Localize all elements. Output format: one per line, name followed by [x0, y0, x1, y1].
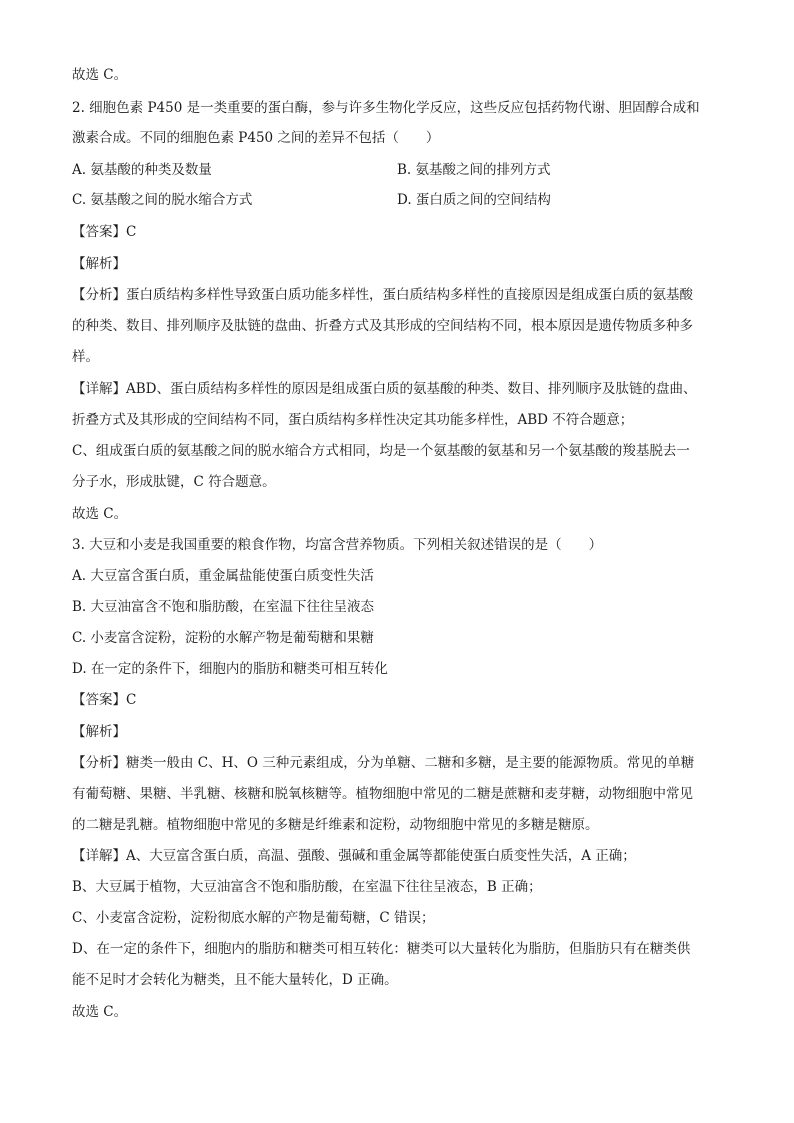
q2-conclusion: 故选 C。: [72, 506, 128, 522]
q2-option-d: D. 蛋白质之间的空间结构: [397, 192, 551, 208]
q2-detail-line4: 分子水，形成肽键，C 符合题意。: [72, 474, 276, 490]
q3-detail-line4: D、在一定的条件下，细胞内的脂肪和糖类可相互转化：糖类可以大量转化为脂肪，但脂肪只有在糖类供: [72, 941, 691, 957]
q3-stem: 3. 大豆和小麦是我国重要的粮食作物，均富含营养物质。下列相关叙述错误的是（ ）: [72, 537, 603, 553]
q3-detail-line5: 能不足时才会转化为糖类，且不能大量转化，D 正确。: [72, 972, 398, 988]
q3-option-a: A. 大豆富含蛋白质，重金属盐能使蛋白质变性失活: [72, 568, 374, 584]
q2-analysis-line1: 【分析】蛋白质结构多样性导致蛋白质功能多样性，蛋白质结构多样性的直接原因是组成蛋白质的氨基酸: [72, 287, 693, 303]
q2-jiexi-heading: 【解析】: [72, 256, 126, 272]
q2-detail-line1: 【详解】ABD、蛋白质结构多样性的原因是组成蛋白质的氨基酸的种类、数目、排列顺序及肽链的盘曲、: [72, 381, 697, 397]
q2-detail-line2: 折叠方式及其形成的空间结构不同，蛋白质结构多样性决定其功能多样性，ABD 不符合题意；: [72, 412, 634, 428]
q2-answer: 【答案】C: [72, 224, 137, 240]
q3-option-b: B. 大豆油富含不饱和脂肪酸，在室温下往往呈液态: [72, 599, 375, 615]
q2-stem-line1: 2. 细胞色素 P450 是一类重要的蛋白酶，参与许多生物化学反应，这些反应包括药物代谢、胆固醇合成和: [72, 100, 700, 116]
q3-detail-line2: B、大豆属于植物，大豆油富含不饱和脂肪酸，在室温下往往呈液态，B 正确；: [72, 879, 542, 895]
q3-answer: 【答案】C: [72, 692, 137, 708]
q3-option-d: D. 在一定的条件下，细胞内的脂肪和糖类可相互转化: [72, 661, 388, 677]
q2-detail-line3: C、组成蛋白质的氨基酸之间的脱水缩合方式相同，均是一个氨基酸的氨基和另一个氨基酸的羧基脱去一: [72, 443, 690, 459]
q3-detail-line1: 【详解】A、大豆富含蛋白质，高温、强酸、强碱和重金属等都能使蛋白质变性失活，A 正确；: [72, 848, 636, 864]
q2-option-c: C. 氨基酸之间的脱水缩合方式: [72, 192, 253, 208]
q3-analysis-line3: 的二糖是乳糖。植物细胞中常见的多糖是纤维素和淀粉，动物细胞中常见的多糖是糖原。: [72, 817, 599, 833]
q3-conclusion: 故选 C。: [72, 1004, 128, 1020]
q3-option-c: C. 小麦富含淀粉，淀粉的水解产物是葡萄糖和果糖: [72, 630, 374, 646]
q2-option-b: B. 氨基酸之间的排列方式: [397, 162, 551, 178]
q2-analysis-line3: 样。: [72, 349, 99, 365]
q3-jiexi-heading: 【解析】: [72, 724, 126, 740]
q3-detail-line3: C、小麦富含淀粉，淀粉彻底水解的产物是葡萄糖，C 错误；: [72, 910, 435, 926]
q3-analysis-line2: 有葡萄糖、果糖、半乳糖、核糖和脱氧核糖等。植物细胞中常见的二糖是蔗糖和麦芽糖，动物细胞中常见: [72, 786, 693, 802]
q2-analysis-line2: 的种类、数目、排列顺序及肽链的盘曲、折叠方式及其形成的空间结构不同，根本原因是遗传物质多种多: [72, 318, 693, 334]
q2-stem-line2: 激素合成。不同的细胞色素 P450 之间的差异不包括（ ）: [72, 130, 440, 146]
q3-analysis-line1: 【分析】糖类一般由 C、H、O 三种元素组成，分为单糖、二糖和多糖，是主要的能源物质。常见的单糖: [72, 755, 695, 771]
q1-conclusion: 故选 C。: [72, 67, 128, 83]
q2-option-a: A. 氨基酸的种类及数量: [72, 162, 212, 178]
